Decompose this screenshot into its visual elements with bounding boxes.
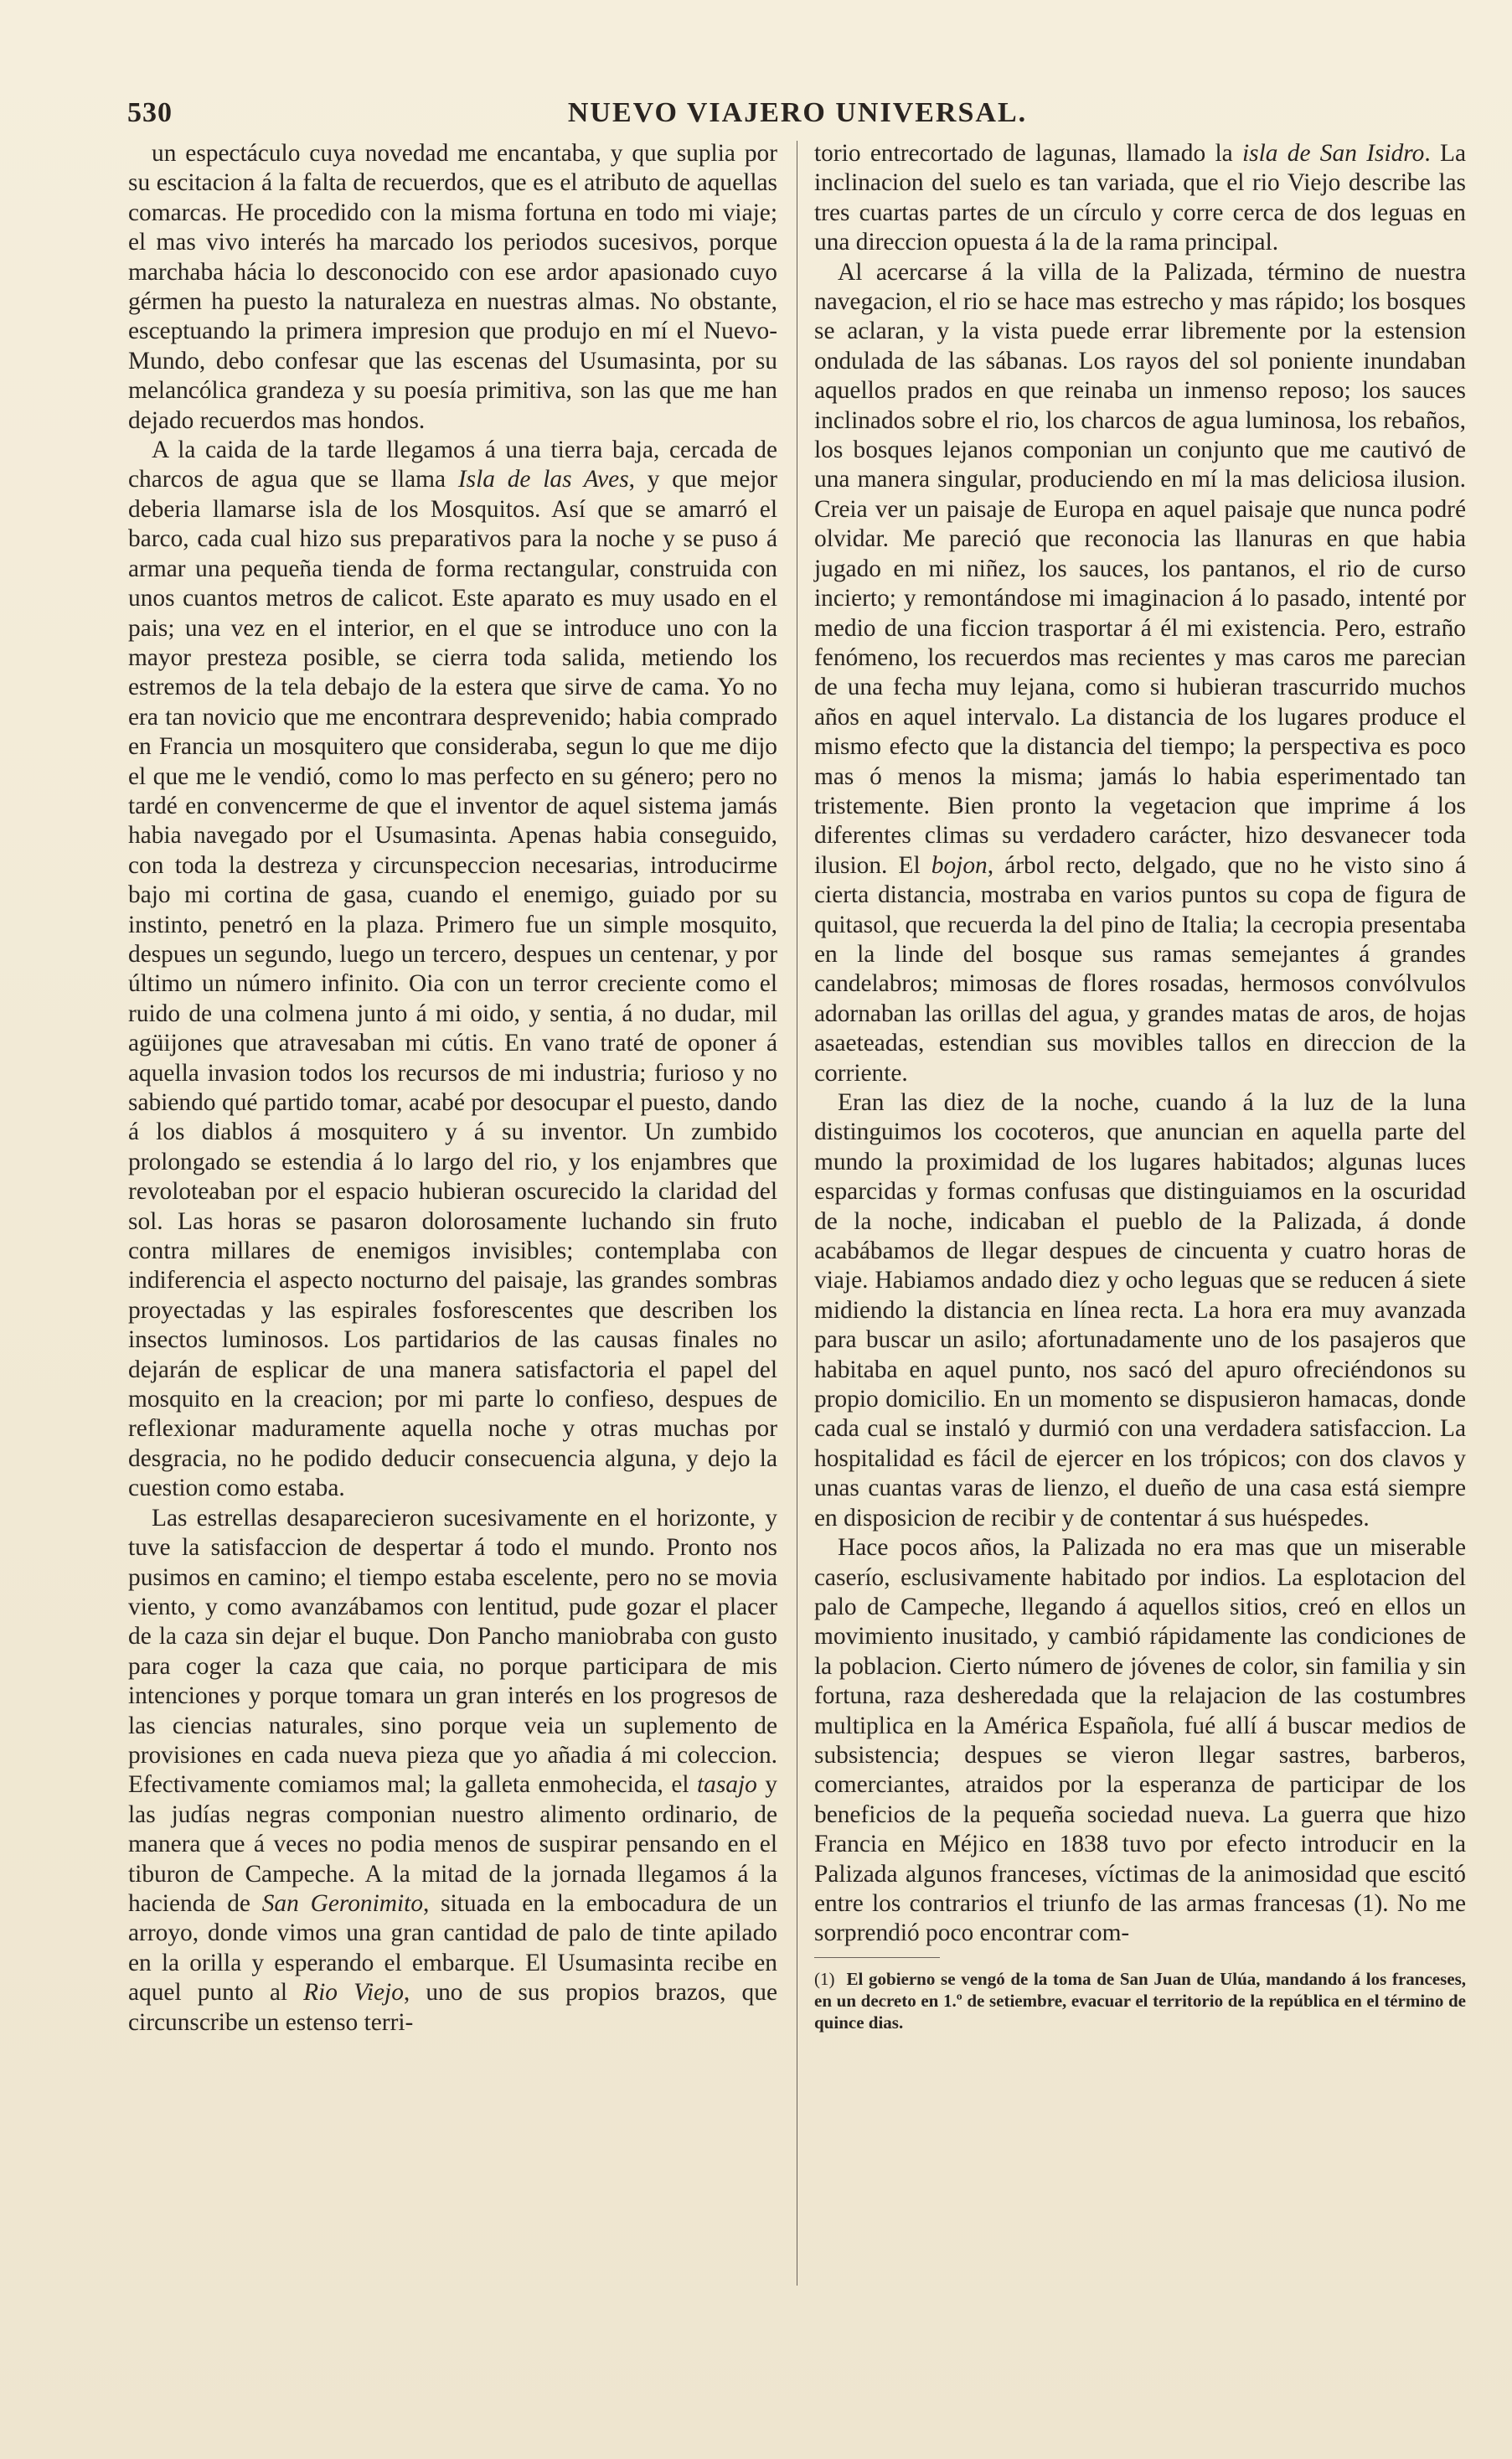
paragraph <box>814 1533 1466 1949</box>
journal-title: NUEVO VIAJERO UNIVERSAL. <box>567 97 1028 128</box>
italic-text: Isla de las Aves <box>457 466 629 493</box>
footnote-mark: (1) <box>814 1968 835 1989</box>
text-run: y las judías negras componian nuestro alimento ordinario, de manera que á veces no podia menos de suspirar pensando en el tiburon de Campeche. A la mitad de la jornada llegamos á la hacienda de <box>128 1771 778 1917</box>
page-number: 530 <box>127 97 173 128</box>
running-head <box>127 97 1468 137</box>
text-run: , uno de sus propios brazos, que circunscribe un estenso terri- <box>128 1979 777 2036</box>
right-column-body <box>814 139 1466 1949</box>
italic-text: tasajo <box>697 1771 757 1799</box>
text-run: Al acercarse á la villa de la Palizada, término de nuestra navegacion, el rio se hace mas estrecho y mas rápido; los bosques se aclaran, y la vista puede errar libremente por la estension ondulada de las sábanas. Los rayos del sol poniente inundaban aquellos prados en que reinaba un inmenso reposo; los sauces inclinados sobre el rio, los charcos de agua luminosa, los rebaños, los bosques lejanos componian un conjunto que me cautivó de una manera singular, produciendo en mí la mas deliciosa ilusion. Creia ver un paisaje de Europa en aquel paisaje que nunca podré olvidar. Me pareció que reconocia las llanuras en que habia jugado en mi niñez, los sauces, los pantanos, el rio de curso incierto; y remontándose mi imaginacion á lo pasado, intenté por medio de una ficcion trasportar á él mi existencia. Pero, estraño fenómeno, los recuerdos mas recientes y mas caros me parecian de una fecha muy lejana, como si hubieran trascurrido muchos años en aquel intervalo. La distancia de los lugares produce el mismo efecto que la distancia del tiempo; la perspectiva es poco mas ó menos la misma; jamás lo habia esperimentado tan tristemente. Bien pronto la vegetacion que imprime á los diferentes climas su verdadero carácter, hizo desvanecer toda ilusion. El <box>814 258 1466 879</box>
text-run: , y que mejor deberia llamarse isla de los Mosquitos. Así que se amarró el barco, cada cual hizo sus preparativos para la noche y se puso á armar una pequeña tienda de forma rectangular, construida con unos cuantos metros de calicot. Este aparato es muy usado en el pais; una vez en el interior, en el que se introduce uno con la mayor presteza posible, se cierra toda salida, metiendo los estremos de la tela debajo de la estera que sirve de cama. Yo no era tan novicio que me encontrara desprevenido; habia comprado en Francia un mosquitero que consideraba, segun lo que me dijo el que me le vendió, como lo mas perfecto en su género; pero no tardé en convencerme de que el inventor de aquel sistema jamás habia navegado por el Usumasinta. Apenas habia conseguido, con toda la destreza y circunspeccion necesarias, introducirme bajo mi cortina de gasa, cuando el enemigo, guiado por su instinto, penetró en la plaza. Primero fue un simple mosquito, despues un segundo, luego un tercero, despues un centenar, y por último un número infinito. Oia con un terror creciente como el ruido de una colmena junto á mi oido, y sentia, á no dudar, mil agüijones que atravesaban mi cútis. En vano traté de oponer á aquella invasion todos los recursos de mi industria; furioso y no sabiendo qué partido tomar, acabé por desocupar el puesto, dando á los diablos á mosquitero y á su inventor. Un zumbido prolongado se estendia á lo largo del rio, y los enjambres que revoloteaban por el espacio hubieran oscurecido la claridad del sol. Las horas se pasaron dolorosamente luchando sin fruto contra millares de enemigos invisibles; contemplaba con indiferencia el aspecto nocturno del paisaje, las grandes sombras proyectadas y las espirales fosforescentes que describen los insectos luminosos. Los partidarios de las causas finales no dejarán de esplicar de una manera satisfactoria el papel del mosquito en la creacion; por mi parte lo confieso, despues de reflexionar maduramente aquella noche y otras muchas por desgracia, no he podido deducir consecuencia alguna, y dejo la cuestion como estaba. <box>128 466 778 1502</box>
text-run: Las estrellas desaparecieron sucesivamente en el horizonte, y tuve la satisfaccion de despertar á todo el mundo. Pronto nos pusimos en camino; el tiempo estaba escelente, pero no se movia viento, y como avanzábamos con lentitud, pude gozar el placer de la caza sin dejar el buque. Don Pancho maniobraba con gusto para coger la caza que caia, no porque participara de mis intenciones y porque tomara un gran interés en los progresos de las ciencias naturales, sino porque veia un suplemento de provisiones en cada nueva pieza que yo añadia á mi coleccion. Efectivamente comiamos mal; la galleta enmohecida, el <box>128 1504 777 1799</box>
paragraph <box>128 139 777 436</box>
paragraph <box>814 139 1466 258</box>
text-run: Eran las diez de la noche, cuando á la luz de la luna distinguimos los cocoteros, que anuncian en aquella parte del mundo la proximidad de los lugares habitados; algunas luces esparcidas y formas confusas que distinguiamos en la oscuridad de la noche, indicaban el pueblo de la Palizada, á donde acabábamos de llegar despues de cincuenta y cuatro horas de viaje. Habiamos andado diez y ocho leguas que se reducen á siete midiendo la distancia en línea recta. La hora era muy avanzada para buscar un asilo; afortunadamente uno de los pasajeros que habitaba en aquel punto, nos sacó del apuro ofreciéndonos su propio domicilio. En un momento se dispusieron hamacas, donde cada cual se instaló y durmió con una verdadera satisfaccion. La hospitalidad es fácil de ejercer en los trópicos; con dos clavos y unas cuantas varas de lienzo, el dueño de una casa está siempre en disposicion de recibir y de contentar á sus huéspedes. <box>814 1089 1466 1532</box>
footnote <box>814 1968 1466 2033</box>
paragraph <box>128 1504 777 2038</box>
text-run: un espectáculo cuya novedad me encantaba, y que suplia por su escitacion á la falta de recuerdos, que es el atributo de aquellas comarcas. He procedido con la misma fortuna en todo mi viaje; el mas vivo interés ha marcado los periodos sucesivos, porque marchaba hácia lo desconocido con ese ardor apasionado cuyo gérmen ha puesto la naturaleza en nuestras almas. No obstante, esceptuando la primera impresion que produjo en mí el Nuevo-Mundo, debo confesar que las escenas del Usumasinta, por su melancólica grandeza y su poesía primitiva, son las que me han dejado recuerdos mas hondos. <box>128 140 777 434</box>
left-column <box>128 139 777 2038</box>
italic-text: Rio Viejo <box>303 1979 404 2007</box>
italic-text: San Geronimito <box>261 1889 424 1917</box>
text-run: torio entrecortado de lagunas, llamado la <box>814 140 1242 167</box>
paragraph <box>814 258 1466 1088</box>
footnote-text: El gobierno se vengó de la toma de San Juan de Ulúa, mandando á los franceses, en un decreto en 1.º de setiembre, evacuar el territorio de la república en el término de quince dias. <box>814 1968 1466 2033</box>
paragraph <box>128 436 777 1504</box>
footnote-rule <box>814 1957 940 1958</box>
text-run: A la caida de la tarde llegamos á una tierra baja, cercada de charcos de agua que se llama <box>128 437 777 493</box>
text-run: , situada en la embocadura de un arroyo, donde vimos una gran cantidad de palo de tinte apilado en la orilla y esperando el embarque. El Usumasinta recibe en aquel punto al <box>128 1889 777 2007</box>
right-column <box>814 139 1466 2033</box>
text-run: . La inclinacion del suelo es tan variada, que el rio Viejo describe las tres cuartas partes de un círculo y corre cerca de dos leguas en una direccion opuesta á la de la rama principal. <box>814 140 1466 256</box>
italic-text: bojon <box>931 851 988 879</box>
italic-text: isla de San Isidro <box>1241 140 1425 167</box>
text-run: , árbol recto, delgado, que no he visto sino á cierta distancia, mostraba en varios puntos su copa de figura de quitasol, que recuerda la del pino de Italia; la cecropia presentaba en la linde del bosque sus ramas semejantes á grandes candelabros; mimosas de flores rosadas, hermosos convólvulos adornaban las orillas del agua, y grandes matas de aros, de hojas asaeteadas, estendian sus movibles tallos en direccion de la corriente. <box>814 851 1466 1087</box>
text-run: Hace pocos años, la Palizada no era mas que un miserable caserío, esclusivamente habitado por indios. La esplotacion del palo de Campeche, llegando á aquellos sitios, creó en ellos un movimiento inusitado, y cambió rápidamente las condiciones de la poblacion. Cierto número de jóvenes de color, sin familia y sin fortuna, raza desheredada que la relajacion de las costumbres multiplica en la América Española, fué allí á buscar medios de subsistencia; despues se vieron llegar sastres, barberos, comerciantes, atraidos por la esperanza de participar de los beneficios de la pequeña sociedad nueva. La guerra que hizo Francia en Méjico en 1838 tuvo por efecto introducir en la Palizada algunos franceses, víctimas de la animosidad que escitó entre los contrarios el triunfo de las armas francesas (1). No me sorprendió poco encontrar com- <box>814 1534 1466 1947</box>
paragraph <box>814 1088 1466 1533</box>
